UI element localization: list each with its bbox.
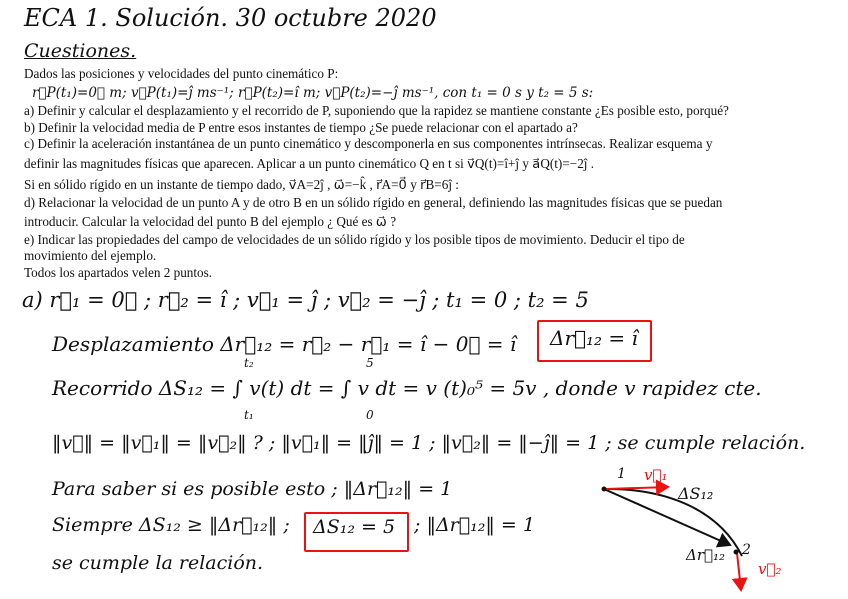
statement-b: b) Definir la velocidad media de P entre esos instantes de tiempo ¿Se puede relacionar con el apartado a?	[24, 119, 578, 135]
statement-e2: movimiento del ejemplo.	[24, 248, 157, 264]
sketch-point-1-label: 1	[617, 466, 626, 482]
handwritten-section-heading: Cuestiones.	[24, 40, 137, 62]
answer-path-length: ΔS₁₂ = 5	[313, 516, 396, 538]
sketch-v1-label: v⃗₁	[644, 466, 668, 484]
integral-1-upper: t₂	[244, 356, 254, 370]
sketch-ds-label: ΔS₁₂	[678, 484, 714, 503]
solution-line-norm: ; ‖Δr⃗₁₂‖ = 1	[414, 514, 535, 536]
statement-points: Todos los apartados velen 2 puntos.	[24, 264, 213, 280]
answer-displacement: Δr⃗₁₂ = î	[550, 326, 638, 350]
solution-line-path-length: Recorrido ΔS₁₂ = ∫ v(t) dt = ∫ v dt = v (t)₀⁵ = 5v , donde v rapidez cte.	[52, 376, 762, 400]
statement-a: a) Definir y calcular el desplazamiento y el recorrido de P, suponiendo que la rapidez se mantiene constante ¿Es posible esto, porqué?	[24, 103, 729, 119]
givens-math: r⃗P(t₁)=0⃗ m; v⃗P(t₁)=ĵ ms⁻¹; r⃗P(t₂)=î m; v⃗P(t₂)=−ĵ ms⁻¹, con t₁ = 0 s y t₂ = 5 s:	[32, 85, 594, 102]
statement-intro: Dados las posiciones y velocidades del punto cinemático P:	[24, 66, 339, 81]
statement-d2: introducir. Calcular la velocidad del punto B del ejemplo ¿ Qué es ω⃗ ?	[24, 214, 397, 230]
sketch-point-2-label: 2	[742, 542, 751, 558]
solution-line-conclusion: se cumple la relación.	[52, 552, 264, 574]
statement-c1: c) Definir la aceleración instantánea de un punto cinemático y descomponerla en sus componentes intrínsecas. Realizar esquema y	[24, 136, 713, 152]
solution-line-speed-check: ‖v⃗‖ = ‖v⃗₁‖ = ‖v⃗₂‖ ? ; ‖v⃗₁‖ = ‖ĵ‖ = 1 ; ‖v⃗₂‖ = ‖−ĵ‖ = 1 ; se cumple relación.	[52, 432, 806, 454]
solution-line-displacement: Desplazamiento Δr⃗₁₂ = r⃗₂ − r⃗₁ = î − 0⃗ = î	[52, 332, 517, 356]
point-1-dot	[602, 487, 607, 492]
statement-rigid: Si en sólido rígido en un instante de tiempo dado, v⃗A=2ĵ , ω⃗=−k̂ , r⃗A=0⃗ y r⃗B=6ĵ :	[24, 176, 459, 192]
statement-d1: d) Relacionar la velocidad de un punto A y de otro B en un sólido rígido en general, definiendo las magnitudes físicas que se puedan	[24, 194, 723, 210]
velocity-1-arrow	[606, 487, 668, 489]
integral-2-lower: 0	[366, 408, 374, 422]
integral-2-upper: 5	[366, 356, 374, 370]
velocity-2-arrow	[737, 553, 741, 590]
solution-line-inequality: Siempre ΔS₁₂ ≥ ‖Δr⃗₁₂‖ ;	[52, 514, 290, 536]
point-2-dot	[734, 550, 739, 555]
solution-line-givens: a) r⃗₁ = 0⃗ ; r⃗₂ = î ; v⃗₁ = ĵ ; v⃗₂ = −ĵ ; t₁ = 0 ; t₂ = 5	[22, 288, 589, 312]
integral-1-lower: t₁	[244, 408, 254, 422]
sketch-dr-label: Δr⃗₁₂	[686, 546, 726, 564]
statement-c2: definir las magnitudes físicas que aparecen. Aplicar a un punto cinemático Q en t si v⃗Q(t)=î+ĵ y a⃗Q(t)=−2ĵ .	[24, 155, 595, 171]
handwritten-title: ECA 1. Solución. 30 octubre 2020	[24, 4, 437, 32]
statement-e1: e) Indicar las propiedades del campo de velocidades de un sólido rígido y los posible tipos de movimiento. Deducir el tipo de	[24, 232, 685, 248]
sketch-v2-label: v⃗₂	[758, 560, 782, 578]
solution-line-possible: Para saber si es posible esto ; ‖Δr⃗₁₂‖ = 1	[52, 478, 453, 500]
